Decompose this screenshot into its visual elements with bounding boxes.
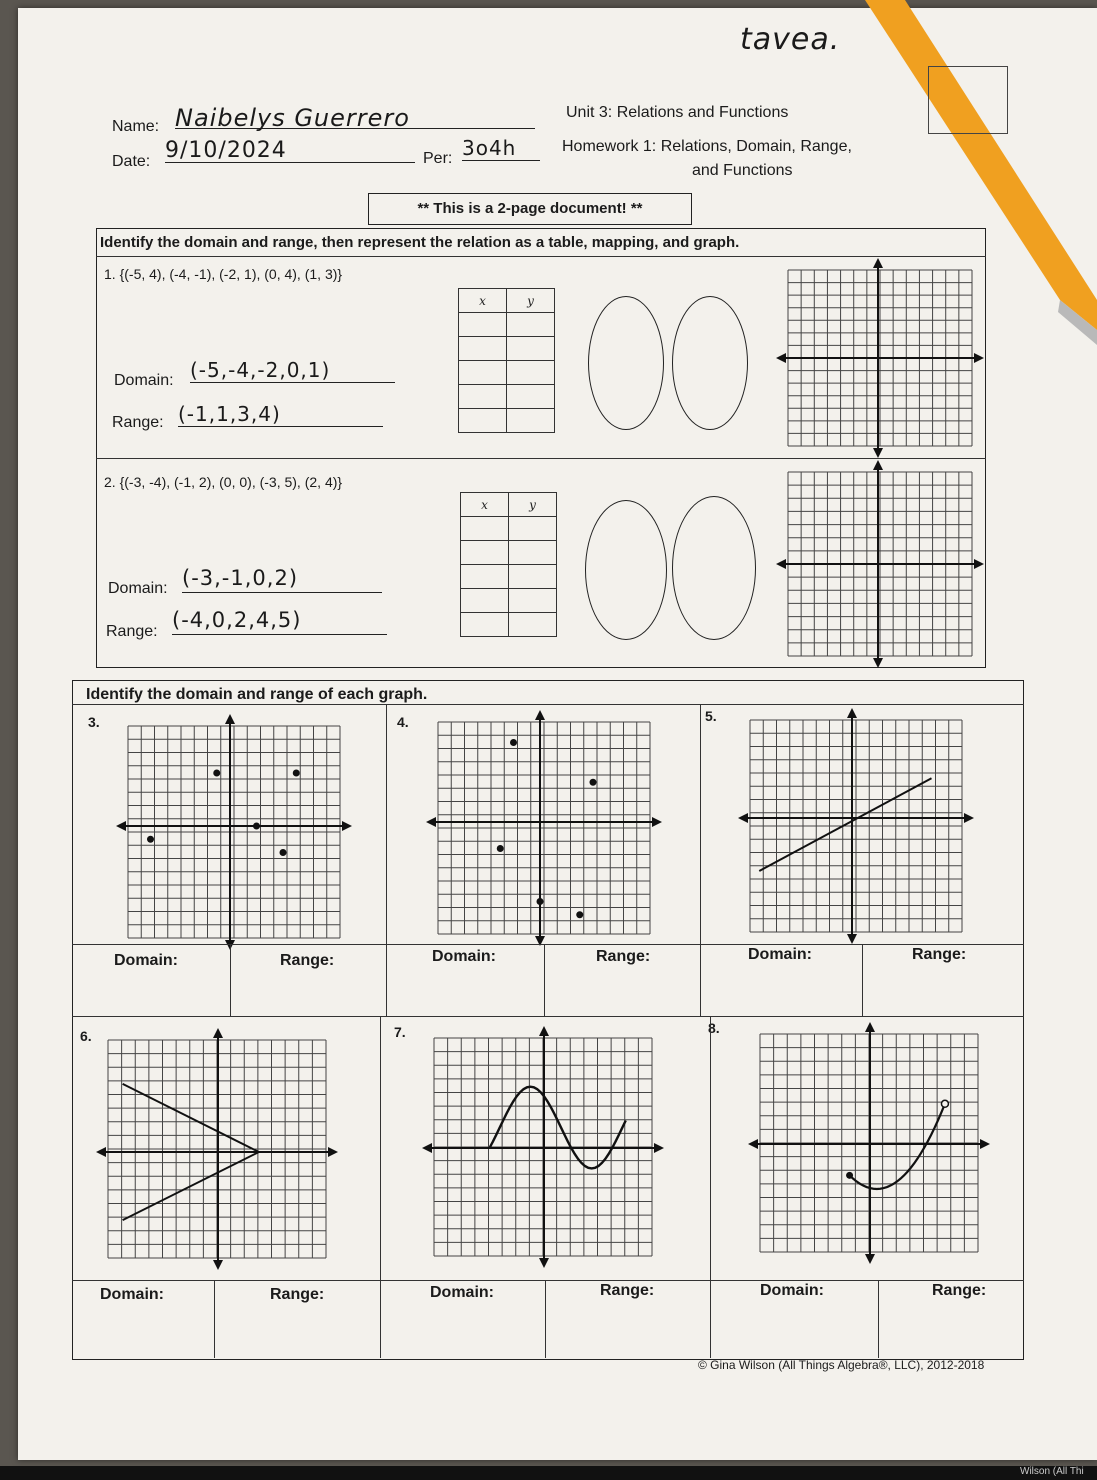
table-cell[interactable] <box>461 565 509 589</box>
divider <box>380 1280 381 1358</box>
table-header-x: x <box>461 493 509 517</box>
problem2-range-answer: (-4,0,2,4,5) <box>172 608 302 632</box>
axis-arrow <box>539 1026 549 1036</box>
table-cell[interactable] <box>507 337 555 361</box>
problem1-label: 1. {(-5, 4), (-4, -1), (-2, 1), (0, 4), (1, 3)} <box>104 266 343 282</box>
mapping-range-oval[interactable] <box>672 296 748 430</box>
axis-arrow <box>213 1260 223 1270</box>
table-cell[interactable] <box>507 409 555 433</box>
notice-text: ** This is a 2-page document! ** <box>417 200 643 217</box>
graph4-domain-label: Domain: <box>432 948 496 965</box>
date-value: 9/10/2024 <box>165 138 287 163</box>
date-label: Date: <box>112 153 151 170</box>
divider <box>710 1016 711 1280</box>
graph3-label: 3. <box>88 714 100 730</box>
graph3-range-label: Range: <box>280 952 335 969</box>
score-box <box>928 66 1008 134</box>
table-header-y: y <box>509 493 557 517</box>
axis-arrow <box>748 1139 758 1149</box>
notice-banner <box>368 193 692 225</box>
problem2-range-field[interactable] <box>172 608 387 635</box>
graph-point <box>147 836 154 843</box>
divider <box>700 704 701 944</box>
corner-note: tavea. <box>740 22 841 57</box>
graph-point <box>510 739 517 746</box>
problem2-domain-answer: (-3,-1,0,2) <box>182 566 299 590</box>
graph8-domain-label: Domain: <box>760 1282 824 1299</box>
table-cell[interactable] <box>461 589 509 613</box>
graph4-label: 4. <box>397 714 409 730</box>
name-value: Naibelys Guerrero <box>175 104 410 132</box>
graph8-coordinate-grid <box>746 1022 990 1262</box>
graph-point <box>590 779 597 786</box>
copyright-text: © Gina Wilson (All Things Algebra®, LLC), 2012-2018 <box>698 1358 985 1372</box>
graph-point <box>846 1172 853 1179</box>
graph7-coordinate-grid <box>424 1026 664 1266</box>
axis-arrow <box>213 1028 223 1038</box>
problem1-range-field[interactable] <box>178 402 383 427</box>
graph-line <box>759 778 931 871</box>
divider <box>700 944 701 1016</box>
problem2-domain-label: Domain: <box>108 580 168 597</box>
table-cell[interactable] <box>461 541 509 565</box>
graph5-range-label: Range: <box>912 946 967 963</box>
graph5-label: 5. <box>705 708 717 724</box>
divider <box>710 1280 711 1358</box>
graph-curve <box>850 1104 945 1189</box>
table-cell[interactable] <box>507 385 555 409</box>
axis-arrow <box>654 1143 664 1153</box>
divider <box>72 704 1024 705</box>
graph8-range-label: Range: <box>932 1282 987 1299</box>
table-cell[interactable] <box>459 313 507 337</box>
problem2-range-label: Range: <box>106 623 158 640</box>
problem1-range-answer: (-1,1,3,4) <box>178 402 281 426</box>
graph-point <box>213 770 220 777</box>
table-cell[interactable] <box>459 337 507 361</box>
per-field[interactable] <box>462 136 540 161</box>
axis-arrow <box>328 1147 338 1157</box>
grid-lines <box>128 726 340 938</box>
graph-point <box>497 845 504 852</box>
graph5-domain-label: Domain: <box>748 946 812 963</box>
graph-point <box>576 911 583 918</box>
table-cell[interactable] <box>461 613 509 637</box>
divider <box>214 1280 215 1358</box>
graph-point <box>293 770 300 777</box>
unit-title: Unit 3: Relations and Functions <box>566 104 789 121</box>
name-field[interactable] <box>175 104 535 132</box>
graph4-coordinate-grid <box>430 712 660 942</box>
mapping-range-oval[interactable] <box>672 496 756 640</box>
problem1-domain-field[interactable] <box>190 358 395 383</box>
date-field[interactable] <box>165 138 415 163</box>
axis-arrow <box>535 710 545 720</box>
divider <box>96 256 986 257</box>
problem2-domain-field[interactable] <box>182 566 382 593</box>
problem1-domain-answer: (-5,-4,-2,0,1) <box>190 358 331 382</box>
divider <box>230 944 231 1016</box>
grid-lines <box>750 720 962 932</box>
homework-title-line2: and Functions <box>692 162 793 179</box>
table-cell[interactable] <box>509 565 557 589</box>
table-cell[interactable] <box>509 541 557 565</box>
divider <box>545 1280 546 1358</box>
axis-arrow <box>964 813 974 823</box>
table-header-y: y <box>507 289 555 313</box>
graph-point <box>280 849 287 856</box>
per-label: Per: <box>423 150 453 167</box>
graph6-range-label: Range: <box>270 1286 325 1303</box>
problem1-coordinate-grid[interactable] <box>788 270 978 450</box>
graph3-domain-label: Domain: <box>114 952 178 969</box>
corner-text: Wilson (All Thi <box>1020 1466 1084 1477</box>
axes <box>748 1022 990 1264</box>
graph3-coordinate-grid <box>120 716 350 946</box>
axes <box>422 1026 664 1268</box>
graph7-label: 7. <box>394 1024 406 1040</box>
mapping-domain-oval[interactable] <box>585 500 667 640</box>
graph-open-point <box>941 1100 948 1107</box>
problem1-table <box>458 288 555 433</box>
divider <box>72 944 1024 945</box>
section2-instructions: Identify the domain and range of each graph. <box>86 686 428 703</box>
graph7-range-label: Range: <box>600 1282 655 1299</box>
problem2-table <box>460 492 557 637</box>
divider <box>96 458 986 459</box>
table-cell[interactable] <box>509 517 557 541</box>
axis-arrow <box>738 813 748 823</box>
divider <box>878 1280 879 1358</box>
axis-arrow <box>847 708 857 718</box>
table-cell[interactable] <box>459 409 507 433</box>
graph6-domain-label: Domain: <box>100 1286 164 1303</box>
axis-arrow <box>865 1022 875 1032</box>
section1-instructions: Identify the domain and range, then represent the relation as a table, mapping, and graph. <box>100 234 740 251</box>
axis-arrow <box>422 1143 432 1153</box>
table-cell[interactable] <box>509 613 557 637</box>
table-cell[interactable] <box>459 385 507 409</box>
problem1-range-label: Range: <box>112 414 164 431</box>
graph6-label: 6. <box>80 1028 92 1044</box>
table-cell[interactable] <box>461 517 509 541</box>
problem2-coordinate-grid[interactable] <box>788 472 978 662</box>
axis-arrow <box>96 1147 106 1157</box>
graph7-domain-label: Domain: <box>430 1284 494 1301</box>
graph-point <box>537 898 544 905</box>
divider <box>544 944 545 1016</box>
table-cell[interactable] <box>507 361 555 385</box>
name-label: Name: <box>112 118 160 135</box>
graph-curve <box>490 1087 626 1169</box>
axis-arrow <box>225 714 235 724</box>
divider <box>386 704 387 944</box>
table-cell[interactable] <box>507 313 555 337</box>
per-value: 3o4h <box>462 136 517 160</box>
divider <box>862 944 863 1016</box>
problem1-domain-label: Domain: <box>114 372 174 389</box>
graph4-range-label: Range: <box>596 948 651 965</box>
divider <box>386 944 387 1016</box>
graph8-label: 8. <box>708 1020 720 1036</box>
table-cell[interactable] <box>459 361 507 385</box>
axis-arrow <box>980 1139 990 1149</box>
table-surface <box>0 1466 1097 1480</box>
homework-title: Homework 1: Relations, Domain, Range, <box>562 138 852 155</box>
grid-lines <box>438 722 650 934</box>
graph-point <box>253 823 260 830</box>
table-header-x: x <box>459 289 507 313</box>
problem2-label: 2. {(-3, -4), (-1, 2), (0, 0), (-3, 5), (2, 4)} <box>104 474 343 490</box>
mapping-domain-oval[interactable] <box>588 296 664 430</box>
divider <box>380 1016 381 1280</box>
table-cell[interactable] <box>509 589 557 613</box>
divider <box>72 1016 1024 1017</box>
graph6-coordinate-grid <box>98 1030 338 1270</box>
graph5-coordinate-grid <box>740 706 980 936</box>
